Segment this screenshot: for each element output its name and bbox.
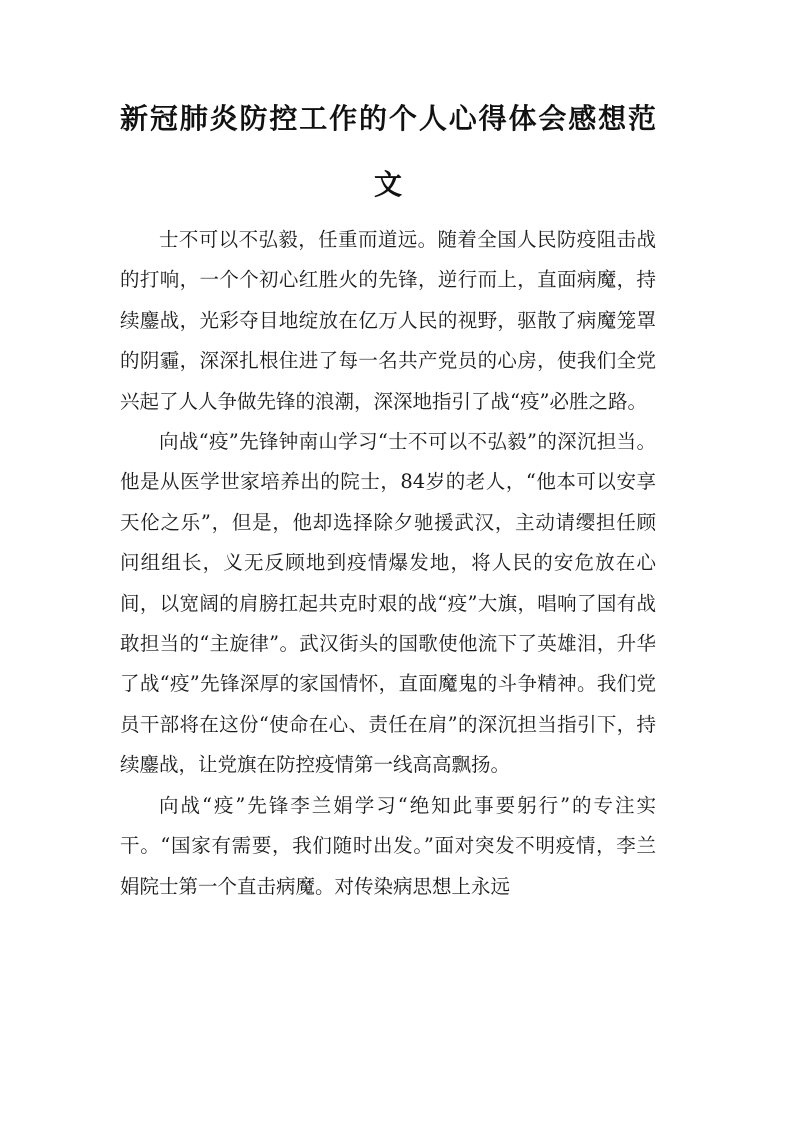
document-body	[120, 220, 656, 907]
document-title	[120, 96, 656, 208]
document-title-line-2: 文	[373, 168, 402, 201]
paragraph-zhong-nanshan: 向战“疫”先锋钟南山学习“士不可以不弘毅”的深沉担当。他是从医学世家培养出的院士，84岁的老人，“他本可以安享天伦之乐”，但是，他却选择除夕驰援武汉，主动请缨担任顾问组组长，义无反顾地到疫情爆发地，将人民的安危放在心间，以宽阔的肩膀扛起共克时艰的战“疫”大旗，唱响了国有战敢担当的“主旋律”。武汉街头的国歌使他流下了英雄泪，升华了战“疫”先锋深厚的家国情怀，直面魔鬼的斗争精神。我们党员干部将在这份“使命在心、责任在肩”的深沉担当指引下，持续鏖战，让党旗在防控疫情第一线高高飘扬。	[120, 430, 656, 777]
document-title-line-1: 新冠肺炎防控工作的个人心得体会感想范	[120, 102, 656, 135]
paragraph-intro: 士不可以不弘毅，任重而道远。随着全国人民防疫阻击战的打响，一个个初心红胜火的先锋，逆行而上，直面病魔，持续鏖战，光彩夺目地绽放在亿万人民的视野，驱散了病魔笼罩的阴霾，深深扎根住进了每一名共产党员的心房，使我们全党兴起了人人争做先锋的浪潮，深深地指引了战“疫”必胜之路。	[120, 228, 656, 413]
paragraph-li-lanjuan: 向战“疫”先锋李兰娟学习“绝知此事要躬行”的专注实干。“国家有需要，我们随时出发。”面对突发不明疫情，李兰娟院士第一个直击病魔。对传染病思想上永远	[120, 793, 656, 898]
document-page	[120, 96, 656, 907]
